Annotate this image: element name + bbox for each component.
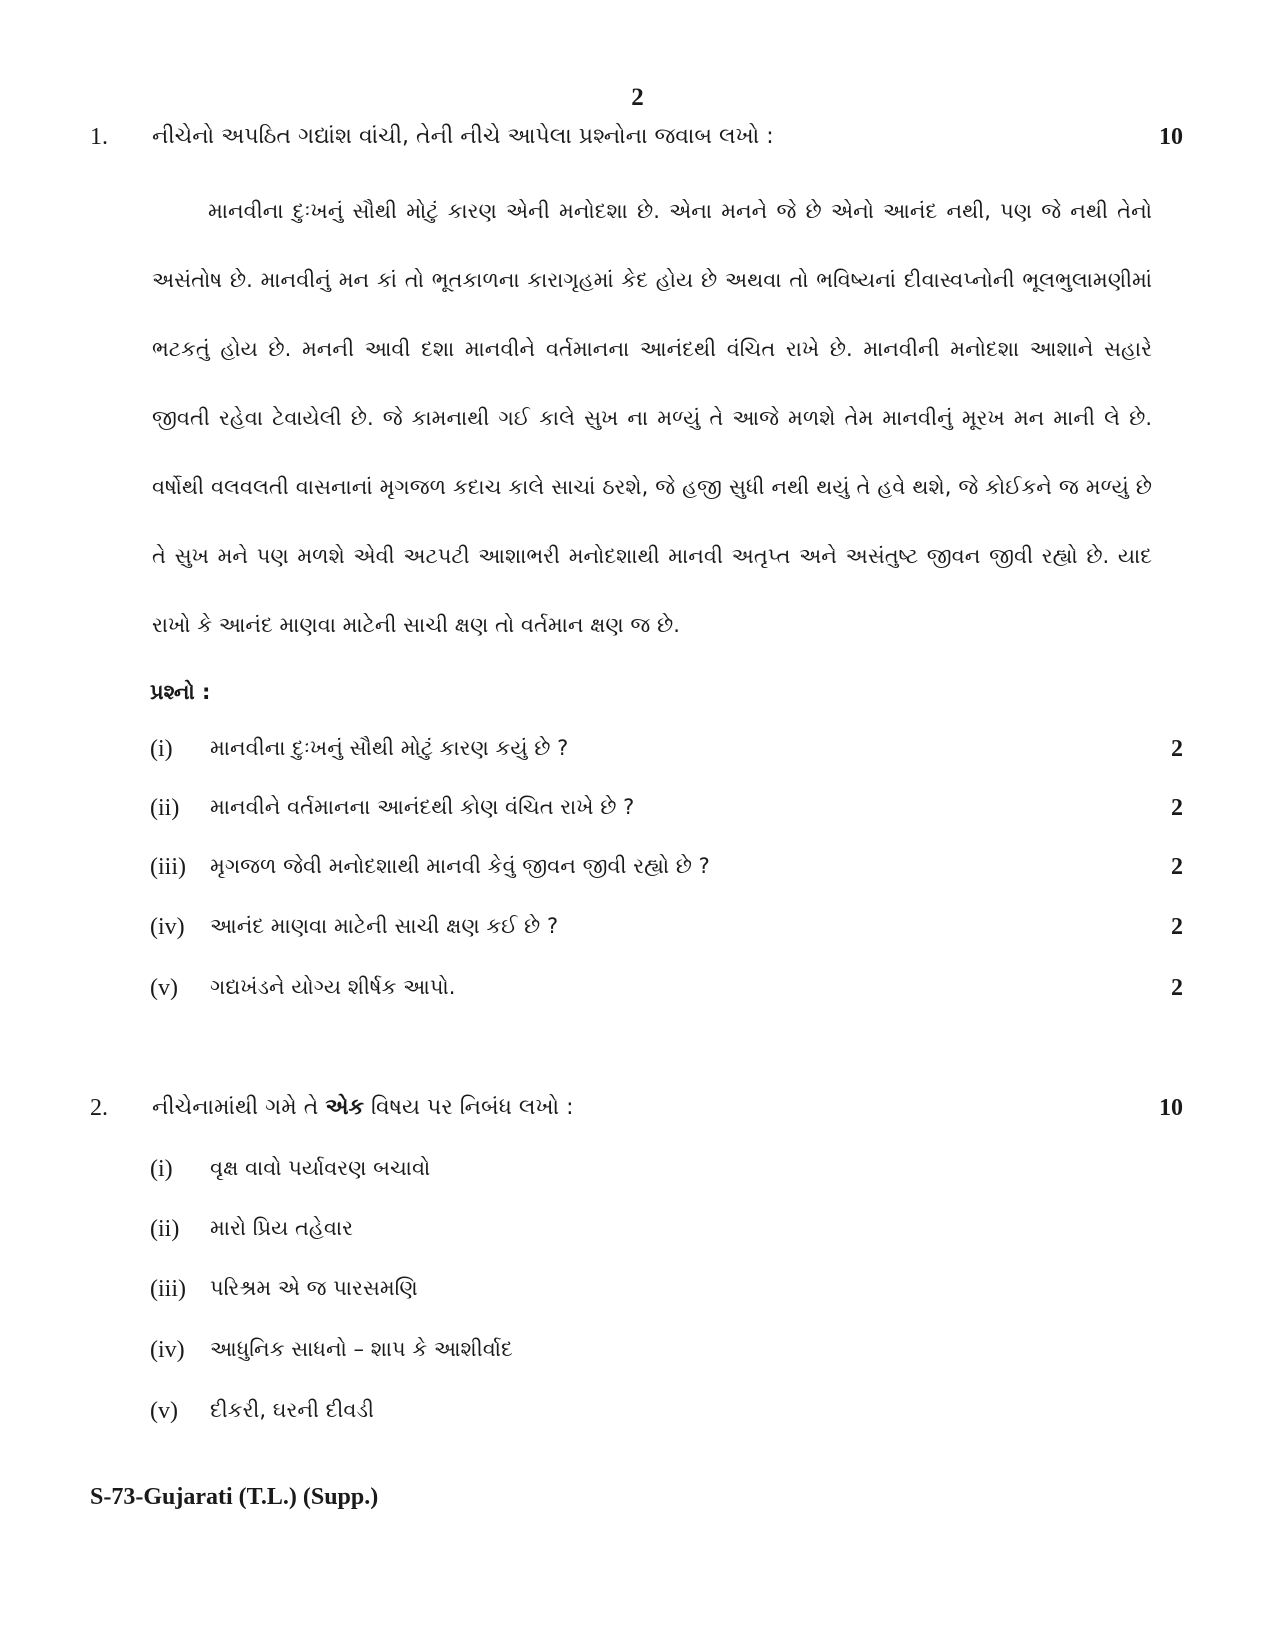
- question-2-marks: 10: [1159, 1095, 1183, 1121]
- question-1-instruction: નીચેનો અપઠિત ગદ્યાંશ વાંચી, તેની નીચે આપેલા પ્રશ્નોના જવાબ લખો :: [152, 124, 774, 149]
- question-1-item: [0, 914, 1275, 954]
- question-1-item: [0, 854, 1275, 894]
- paper-code-footer: S-73-Gujarati (T.L.) (Supp.): [90, 1484, 379, 1510]
- item-numeral: (ii): [150, 1216, 180, 1242]
- item-numeral: (iii): [150, 1276, 186, 1302]
- question-2-heading: [0, 1095, 1275, 1135]
- question-1-item: [0, 795, 1275, 835]
- item-numeral: (i): [150, 736, 173, 762]
- question-1-number: 1.: [90, 124, 108, 150]
- item-marks: 2: [1171, 795, 1183, 821]
- question-2-instruction: [152, 1095, 574, 1120]
- question-1-heading: [0, 124, 1275, 164]
- item-numeral: (iii): [150, 854, 186, 880]
- instruction-emphasis: એક: [325, 1095, 365, 1120]
- item-marks: 2: [1171, 854, 1183, 880]
- item-text: આનંદ માણવા માટેની સાચી ક્ષણ કઈ છે ?: [210, 914, 559, 938]
- item-numeral: (v): [150, 1398, 178, 1424]
- item-text: દીકરી, ઘરની દીવડી: [210, 1398, 375, 1422]
- item-text: વૃક્ષ વાવો પર્યાવરણ બચાવો: [210, 1156, 431, 1180]
- essay-topic: [0, 1276, 1275, 1316]
- item-numeral: (i): [150, 1156, 173, 1182]
- item-numeral: (iv): [150, 1337, 185, 1363]
- question-1-item: [0, 736, 1275, 776]
- item-text: મારો પ્રિય તહેવાર: [210, 1216, 353, 1240]
- essay-topic: [0, 1216, 1275, 1256]
- questions-label: પ્રશ્નો :: [150, 680, 211, 704]
- item-text: મૃગજળ જેવી મનોદશાથી માનવી કેવું જીવન જીવી રહ્યો છે ?: [210, 854, 710, 878]
- question-2-number: 2.: [90, 1095, 108, 1121]
- item-text: આધુનિક સાધનો – શાપ કે આશીર્વાદ: [210, 1337, 513, 1361]
- item-numeral: (v): [150, 975, 178, 1001]
- item-text: ગદ્યખંડને યોગ્ય શીર્ષક આપો.: [210, 975, 456, 999]
- unseen-passage: માનવીના દુઃખનું સૌથી મોટું કારણ એની મનોદશા છે. એના મનને જે છે એનો આનંદ નથી, પણ જે નથી તેનો અસંતોષ છે. માનવીનું મન કાં તો ભૂતકાળના કારાગૃહમાં કેદ હોય છે અથવા તો ભવિષ્યનાં દીવાસ્વપ્નોની ભૂલભુલામણીમાં ભટકતું હોય છે. મનની આવી દશા માનવીને વર્તમાનના આનંદથી વંચિત રાખે છે. માનવીની મનોદશા આશાને સહારે જીવતી રહેવા ટેવાયેલી છે. જે કામનાથી ગઈ કાલે સુખ ના મળ્યું તે આજે મળશે તેમ માનવીનું મૂરખ મન માની લે છે. વર્ષોથી વલવલતી વાસનાનાં મૃગજળ કદાચ કાલે સાચાં ઠરશે, જે હજી સુધી નથી થયું તે હવે થશે, જે કોઈકને જ મળ્યું છે તે સુખ મને પણ મળશે એવી અટપટી આશાભરી મનોદશાથી માનવી અતૃપ્ત અને અસંતુષ્ટ જીવન જીવી રહ્યો છે. યાદ રાખો કે આનંદ માણવા માટેની સાચી ક્ષણ તો વર્તમાન ક્ષણ જ છે.: [152, 199, 1152, 637]
- instruction-part: નીચેનામાંથી ગમે તે: [152, 1095, 326, 1120]
- item-text: માનવીના દુઃખનું સૌથી મોટું કારણ કયું છે ?: [210, 736, 569, 760]
- question-1-item: [0, 975, 1275, 1015]
- item-text: પરિશ્રમ એ જ પારસમણિ: [210, 1276, 418, 1300]
- page-number: 2: [631, 84, 644, 111]
- question-1-marks: 10: [1159, 124, 1183, 150]
- item-numeral: (iv): [150, 914, 185, 940]
- item-marks: 2: [1171, 736, 1183, 762]
- essay-topic: [0, 1156, 1275, 1196]
- item-numeral: (ii): [150, 795, 180, 821]
- item-text: માનવીને વર્તમાનના આનંદથી કોણ વંચિત રાખે છે ?: [210, 795, 635, 819]
- essay-topic: [0, 1398, 1275, 1438]
- instruction-part: વિષય પર નિબંધ લખો :: [364, 1095, 574, 1120]
- essay-topic: [0, 1337, 1275, 1377]
- item-marks: 2: [1171, 914, 1183, 940]
- item-marks: 2: [1171, 975, 1183, 1001]
